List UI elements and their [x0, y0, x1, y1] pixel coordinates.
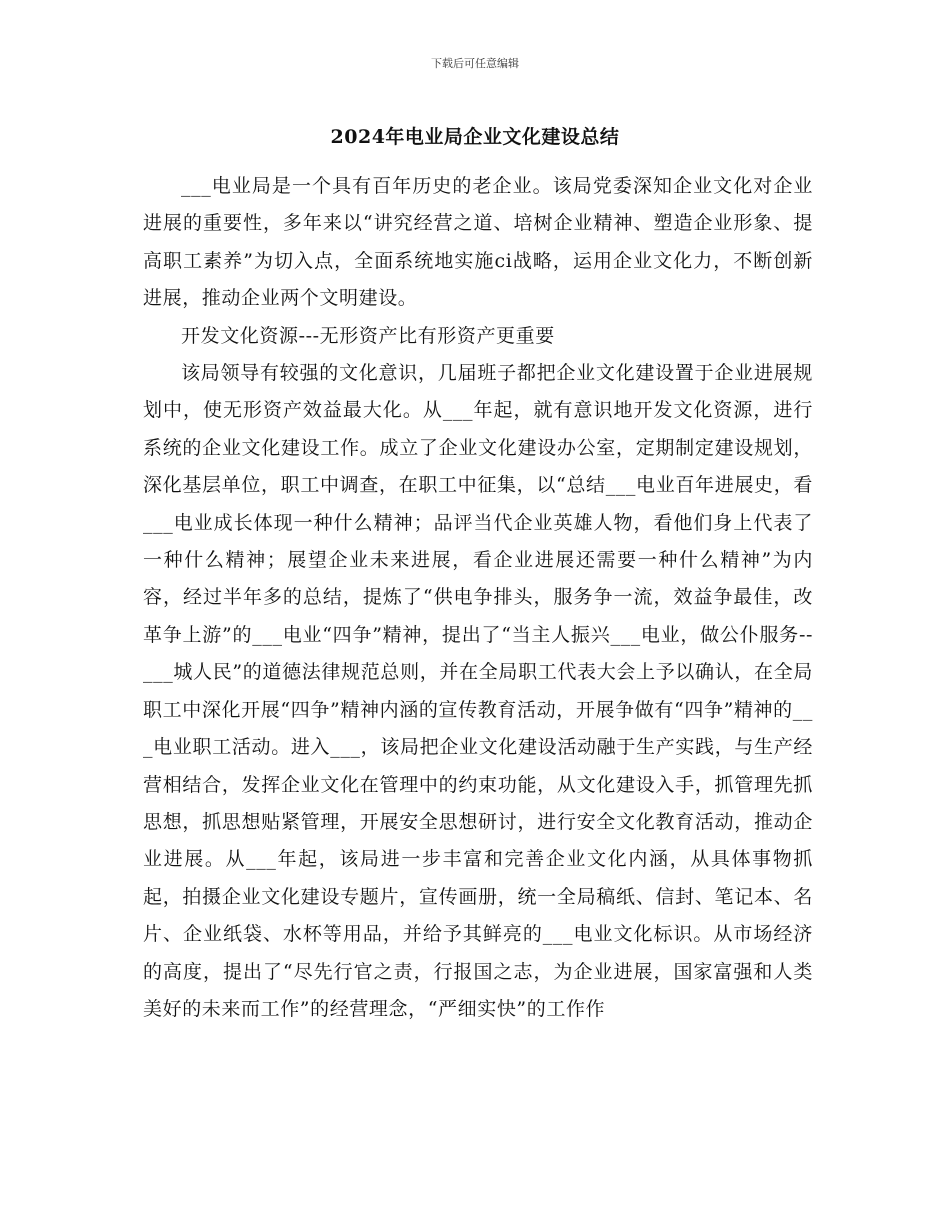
paragraph-body: 该局领导有较强的文化意识，几届班子都把企业文化建设置于企业进展规划中，使无形资产效益最大化。从___年起，就有意识地开发文化资源，进行系统的企业文化建设工作。成立了企业文化建设办公室，定期制定建设规划，深化基层单位，职工中调查，在职工中征集，以“总结___电业百年进展史，看___电业成长体现一种什么精神；品评当代企业英雄人物，看他们身上代表了一种什么精神；展望企业未来进展，看企业进展还需要一种什么精神”为内容，经过半年多的总结，提炼了“供电争排头，服务争一流，效益争最佳，改革争上游”的___电业“四争”精神，提出了“当主人振兴___电业，做公仆服务--___城人民”的道德法律规范总则，并在全局职工代表大会上予以确认，在全局职工中深化开展“四争”精神内涵的宣传教育活动，开展争做有“四争”精神的___电业职工活动。进入___，该局把企业文化建设活动融于生产实践，与生产经营相结合，发挥企业文化在管理中的约束功能，从文化建设入手，抓管理先抓思想，抓思想贴紧管理，开展安全思想研讨，进行安全文化教育活动，推动企业进展。从___年起，该局进一步丰富和完善企业文化内涵，从具体事物抓起，拍摄企业文化建设专题片，宣传画册，统一全局稿纸、信封、笔记本、名片、企业纸袋、水杯等用品，并给予其鲜亮的___电业文化标识。从市场经济的高度，提出了“尽先行官之责，行报国之志，为企业进展，国家富强和人类美好的未来而工作”的经营理念，“严细实快”的工作作 — [143, 362, 813, 1020]
section-heading: 开发文化资源---无形资产比有形资产更重要 — [181, 324, 555, 347]
document-body — [143, 168, 813, 1028]
document-title: 2024年电业局企业文化建设总结 — [330, 126, 620, 148]
page-header-note: 下载后可任意编辑 — [431, 57, 519, 70]
paragraph-intro: ___电业局是一个具有百年历史的老企业。该局党委深知企业文化对企业进展的重要性，多年来以“讲究经营之道、培树企业精神、塑造企业形象、提高职工素养”为切入点，全面系统地实施ci战略，运用企业文化力，不断创新进展，推动企业两个文明建设。 — [143, 175, 813, 310]
